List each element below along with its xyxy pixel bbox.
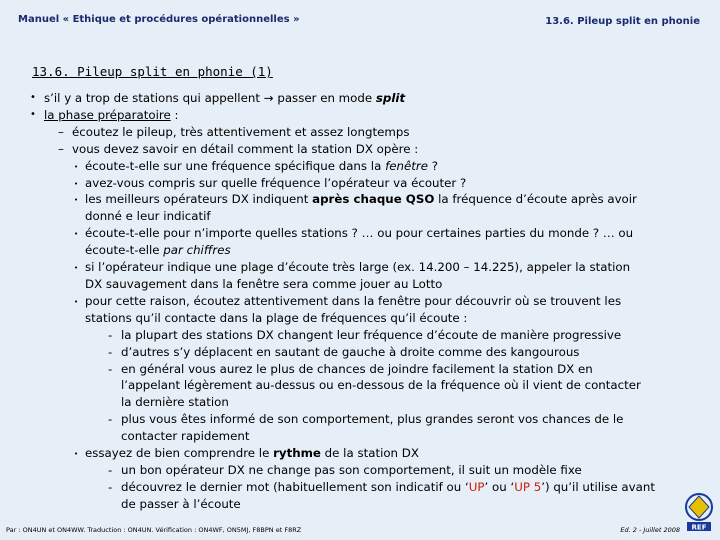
continuation-line: l’appelant légèrement au-dessus ou en-dessous de la fréquence où il vient de contacter xyxy=(121,378,641,393)
dash-line: – écoutez le pileup, très attentivement et assez longtemps xyxy=(58,124,410,139)
bullet-icon: • xyxy=(30,108,36,120)
bullet-icon: • xyxy=(74,264,79,273)
page-title: 13.6. Pileup split en phonie (1) xyxy=(32,64,273,79)
continuation-line: DX sauvagement dans la fenêtre sera comme jouer au Lotto xyxy=(85,276,443,291)
bullet-icon: • xyxy=(74,179,79,188)
hyphen-line: - d’autres s’y déplacent en sautant de gauche à droite comme des kangourous xyxy=(108,344,580,359)
hyphen-icon: - xyxy=(108,344,113,359)
sub-bullet-line: • écoute-t-elle pour n’importe quelles stations ? … ou pour certaines parties du monde ? … ou xyxy=(30,225,670,242)
hyphen-line: - plus vous êtes informé de son comportement, plus grandes seront vos chances de le xyxy=(108,412,624,427)
footer-credits: Par : ON4UN et ON4WW. Traduction : ON4UN. Vérification : ON4WF, ON5MJ, F8BPN et F8RZ xyxy=(6,526,302,534)
bullet-icon: • xyxy=(74,196,79,205)
bullet-icon: • xyxy=(74,230,79,239)
ref-logo xyxy=(684,492,714,534)
continuation-line: de passer à l’écoute xyxy=(121,496,241,511)
header-right: 13.6. Pileup split en phonie xyxy=(545,16,700,27)
sub-bullet-line: • avez-vous compris sur quelle fréquence l’opérateur va écouter ? xyxy=(30,175,670,192)
content-body xyxy=(30,90,670,513)
continuation-line: contacter rapidement xyxy=(121,429,250,444)
sub-bullet-line: • pour cette raison, écoutez attentivement dans la fenêtre pour découvrir où se trouvent les xyxy=(30,293,670,310)
header-left: Manuel « Ethique et procédures opérationnelles » xyxy=(18,14,300,25)
sub-bullet-line: • les meilleurs opérateurs DX indiquent après chaque QSO la fréquence d’écoute après avoir xyxy=(30,191,670,208)
dash-icon: – xyxy=(58,141,64,156)
sub-bullet-line: • écoute-t-elle sur une fréquence spécifique dans la fenêtre ? xyxy=(30,158,670,175)
bullet-line: • la phase préparatoire : xyxy=(30,107,179,122)
logo-text: REF xyxy=(691,523,707,532)
hyphen-icon: - xyxy=(108,412,113,427)
hyphen-line: - un bon opérateur DX ne change pas son comportement, il suit un modèle fixe xyxy=(108,462,582,477)
sub-bullet-line: • si l’opérateur indique une plage d’écoute très large (ex. 14.200 – 14.225), appeler la station xyxy=(30,259,670,276)
continuation-line: écoute-t-elle par chiffres xyxy=(85,243,231,258)
continuation-line: la dernière station xyxy=(121,395,229,410)
hyphen-line: - la plupart des stations DX changent leur fréquence d’écoute de manière progressive xyxy=(108,327,622,342)
dash-icon: – xyxy=(58,124,64,139)
bullet-icon: • xyxy=(74,297,79,306)
bullet-icon: • xyxy=(74,162,79,171)
sub-bullet-line: • essayez de bien comprendre le rythme de la station DX xyxy=(30,445,670,462)
hyphen-icon: - xyxy=(108,479,113,494)
continuation-line: donné e leur indicatif xyxy=(85,209,211,224)
dash-line: – vous devez savoir en détail comment la station DX opère : xyxy=(58,141,419,156)
continuation-line: stations qu’il contacte dans la plage de fréquences qu’il écoute : xyxy=(85,310,468,325)
hyphen-icon: - xyxy=(108,327,113,342)
bullet-line: • s’il y a trop de stations qui appellent → passer en mode split xyxy=(30,91,406,105)
hyphen-line: - en général vous aurez le plus de chances de joindre facilement la station DX en xyxy=(108,361,593,376)
hyphen-icon: - xyxy=(108,361,113,376)
footer-edition: Ed. 2 - Juillet 2008 xyxy=(620,526,680,534)
hyphen-icon: - xyxy=(108,462,113,477)
bullet-icon: • xyxy=(74,450,79,459)
bullet-icon: • xyxy=(30,92,36,103)
hyphen-line: - découvrez le dernier mot (habituellement son indicatif ou ‘UP’ ou ‘UP 5’) qu’il utilise avant xyxy=(108,479,655,494)
